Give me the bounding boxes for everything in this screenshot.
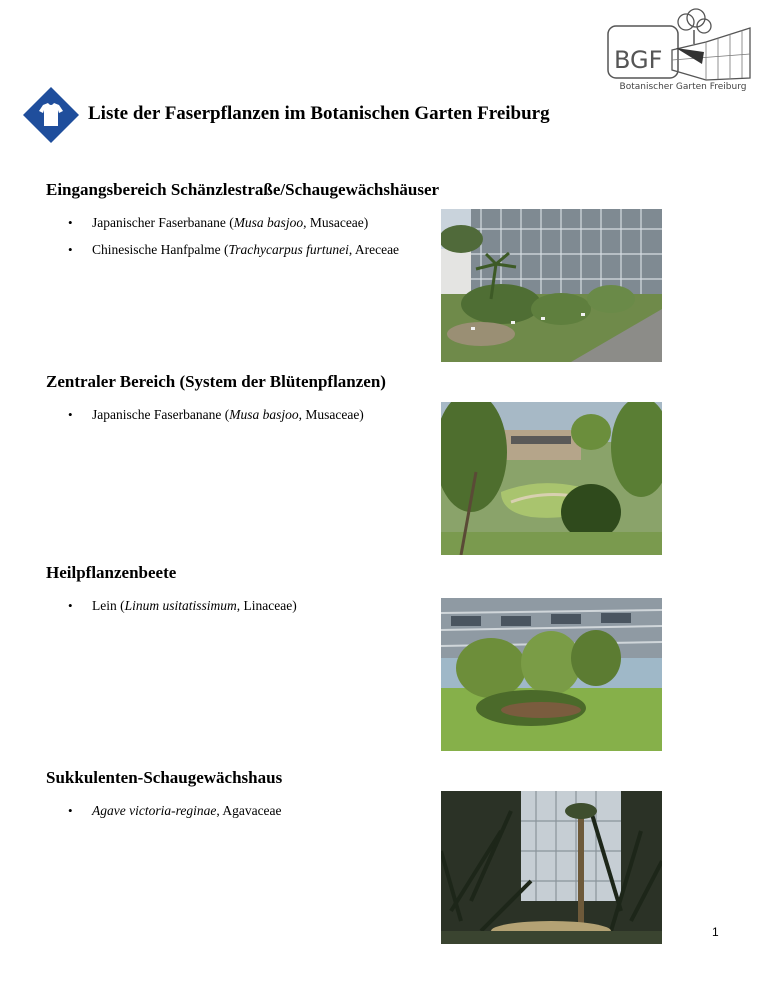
photo-medicinal-beds [441, 598, 662, 751]
section-sukkulenten [46, 768, 466, 829]
list-item: • Agave victoria-reginae, Agavaceae [46, 802, 406, 819]
photo-greenhouse-entrance [441, 209, 662, 362]
document-title: Liste der Faserpflanzen im Botanischen Garten Freiburg [88, 103, 550, 124]
section-heading: Sukkulenten-Schaugewächshaus [46, 768, 283, 787]
section-heading: Heilpflanzenbeete [46, 563, 177, 582]
list-item: • Chinesische Hanfpalme (Trachycarpus furtunei, Areceae [46, 241, 406, 258]
section-heading: Eingangsbereich Schänzlestraße/Schaugewächshäuser [46, 180, 440, 199]
section-eingangsbereich [46, 180, 466, 268]
plant-list [46, 597, 466, 614]
list-item: • Japanische Faserbanane (Musa basjoo, Musaceae) [46, 406, 406, 423]
plant-list [46, 214, 466, 258]
plant-list [46, 802, 466, 819]
page-number: 1 [712, 925, 719, 939]
section-heilpflanzenbeete [46, 563, 466, 624]
plant-list [46, 406, 466, 423]
logo-subtitle: Botanischer Garten Freiburg [619, 82, 747, 92]
list-item: • Japanischer Faserbanane (Musa basjoo, Musaceae) [46, 214, 406, 231]
list-item: • Lein (Linum usitatissimum, Linaceae) [46, 597, 406, 614]
shirt-diamond-icon [22, 86, 80, 144]
photo-succulent-greenhouse [441, 791, 662, 944]
logo-text: BGF [614, 46, 663, 74]
section-zentraler-bereich [46, 372, 466, 433]
photo-central-garden [441, 402, 662, 555]
section-heading: Zentraler Bereich (System der Blütenpflanzen) [46, 372, 386, 391]
